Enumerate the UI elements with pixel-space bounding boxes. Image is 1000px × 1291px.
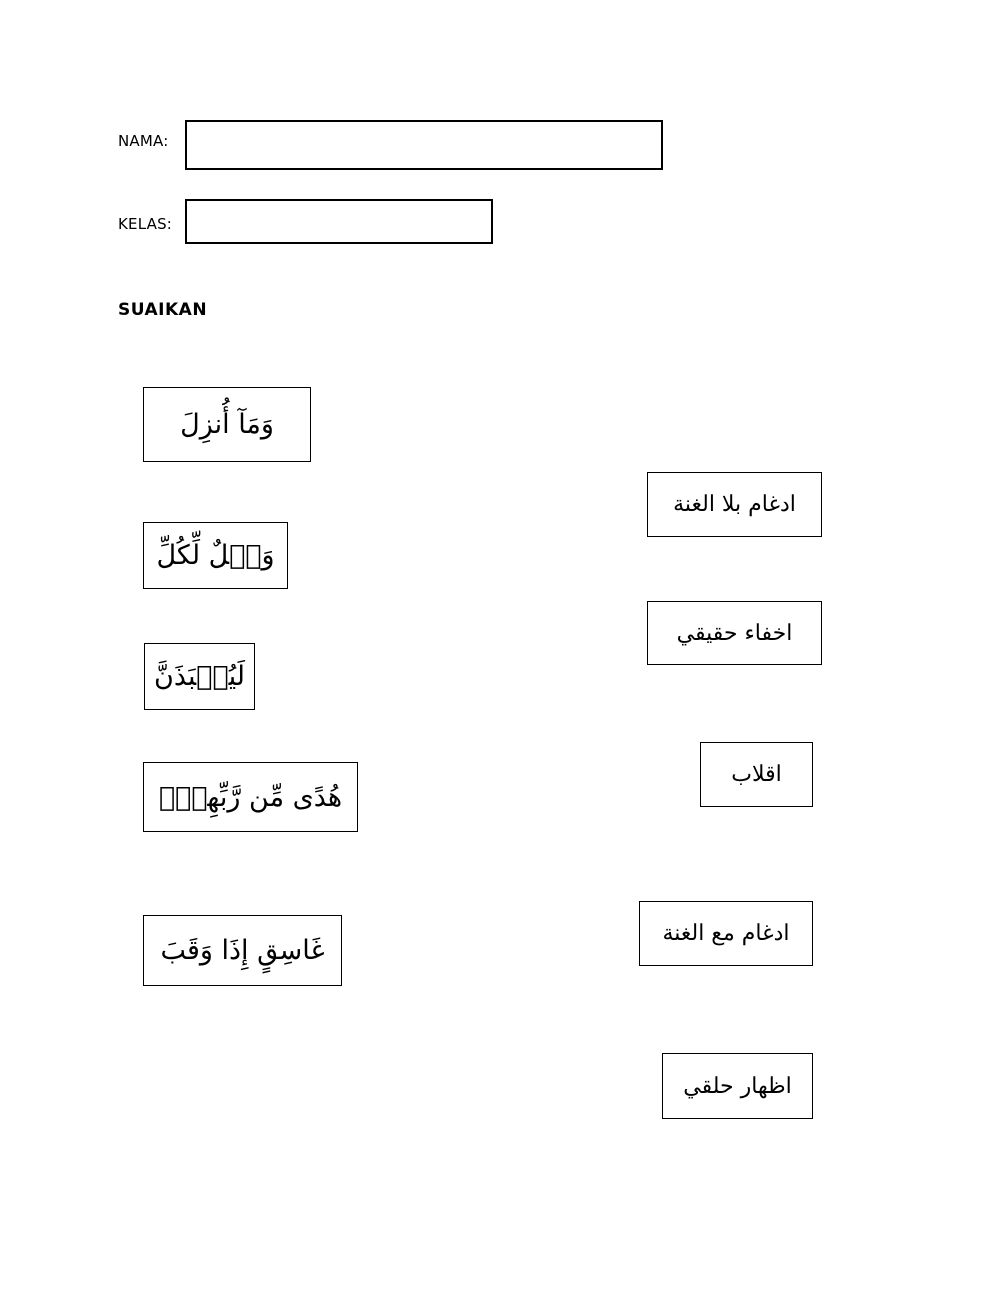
- verse-text-1: وَمَآ أُنزِلَ: [180, 409, 274, 440]
- name-label: NAMA:: [118, 132, 169, 150]
- name-input[interactable]: [187, 122, 661, 168]
- rule-card-2[interactable]: [647, 601, 822, 665]
- verse-text-3: لَيُنۢبَذَنَّ: [154, 661, 245, 692]
- rule-card-3[interactable]: [700, 742, 813, 807]
- instruction-heading: SUAIKAN: [118, 300, 208, 320]
- verse-text-2: وَيۡلٌ لِّكُلِّ: [156, 540, 275, 571]
- verse-text-4: هُدًى مِّن رَّبِّهِمۡۖ: [158, 781, 343, 813]
- verse-text-5: غَاسِقٍ إِذَا وَقَبَ: [160, 935, 325, 966]
- class-label: KELAS:: [118, 215, 173, 233]
- verse-card-1[interactable]: [143, 387, 311, 462]
- rule-text-3: اقلاب: [731, 762, 782, 787]
- rule-card-5[interactable]: [662, 1053, 813, 1119]
- rule-text-1: ادغام بلا الغنة: [673, 492, 796, 517]
- rule-text-2: اخفاء حقيقي: [676, 620, 793, 646]
- class-field[interactable]: [185, 199, 493, 244]
- rule-text-5: اظهار حلقي: [683, 1073, 792, 1099]
- rule-card-4[interactable]: [639, 901, 813, 966]
- class-input[interactable]: [187, 201, 491, 242]
- verse-card-5[interactable]: [143, 915, 342, 986]
- verse-card-3[interactable]: [144, 643, 255, 710]
- verse-card-4[interactable]: [143, 762, 358, 832]
- rule-text-4: ادغام مع الغنة: [662, 921, 790, 946]
- rule-card-1[interactable]: [647, 472, 822, 537]
- name-field[interactable]: [185, 120, 663, 170]
- verse-card-2[interactable]: [143, 522, 288, 589]
